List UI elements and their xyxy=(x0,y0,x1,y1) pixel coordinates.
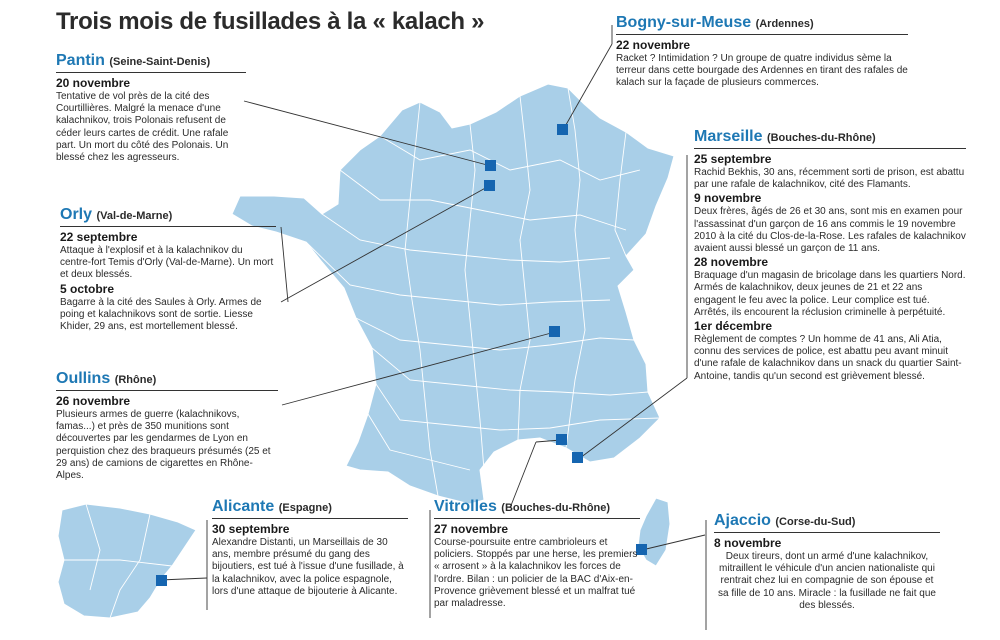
event-text: Attaque à l'explosif et à la kalachnikov du centre-fort Temis d'Orly (Val-de-Marne). Un mort et deux blessés. xyxy=(60,245,274,281)
city-name: Oullins xyxy=(56,370,111,387)
event-text: Rachid Bekhis, 30 ans, récemment sorti de prison, est abattu par une rafale de kalachnikov, cité des Flamants. xyxy=(694,167,965,191)
event-date: 26 novembre xyxy=(56,394,131,408)
event-header xyxy=(694,128,966,149)
event-orly xyxy=(60,206,276,333)
event-date: 25 septembre xyxy=(694,152,772,166)
event-header xyxy=(714,512,940,533)
event-date: 30 septembre xyxy=(212,522,290,536)
event-date: 9 novembre xyxy=(694,191,762,206)
event-date: 22 novembre xyxy=(616,38,691,52)
event-date: 27 novembre xyxy=(434,522,509,536)
event-text: Tentative de vol près de la cité des Courtillières. Malgré la menace d'une kalachnikov, trois Polonais refusent de céder leurs cartes de crédit. Une rafale part. Un mort du côté des Polonais. Un blessé chez les agresseurs. xyxy=(56,91,229,164)
event-date: 20 novembre xyxy=(56,76,131,90)
event-date: 22 septembre xyxy=(60,230,138,244)
event-alicante xyxy=(212,498,408,598)
corsica xyxy=(638,498,670,566)
marker-pantin xyxy=(485,160,496,171)
city-name: Orly xyxy=(60,206,93,223)
region-name: (Ardennes) xyxy=(755,18,814,30)
region-name: (Seine-Saint-Denis) xyxy=(109,56,211,68)
event-header xyxy=(56,370,278,391)
region-name: (Espagne) xyxy=(278,502,332,514)
marker-vitrolles xyxy=(556,434,567,445)
event-text: Bagarre à la cité des Saules à Orly. Armes de poing et kalachnikovs sont de sortie. Liesse Khider, 29 ans, est mortellement blessé. xyxy=(60,296,262,333)
event-date: 5 octobre xyxy=(60,281,115,296)
city-name: Marseille xyxy=(694,128,763,145)
event-header xyxy=(212,498,408,519)
event-date: 28 novembre xyxy=(694,255,769,270)
region-name: (Bouches-du-Rhône) xyxy=(501,502,611,514)
event-header xyxy=(60,206,276,227)
event-text: Règlement de comptes ? Un homme de 41 ans, Ali Atia, connu des services de police, est abattu peu avant minuit d'une rafale de kalachnikov dans un snack du quartier Saint-Antoine, tandis qu'un second est grièvement blessé. xyxy=(694,334,962,382)
marker-bogny xyxy=(557,124,568,135)
event-text: Course-poursuite entre cambrioleurs et policiers. Stoppés par une herse, les premiers « arrosent » à la kalachnikov les forces de l'ordre. Bilan : un policier de la BAC d'Aix-en-Provence grièvement blessé et un malfrat tué par maladresse. xyxy=(434,537,638,610)
marker-marseille xyxy=(572,452,583,463)
event-ajaccio xyxy=(714,512,940,612)
region-name: (Val-de-Marne) xyxy=(96,210,173,222)
event-marseille xyxy=(694,128,966,383)
city-name: Ajaccio xyxy=(714,512,771,529)
event-header xyxy=(56,52,246,73)
page-title: Trois mois de fusillades à la « kalach » xyxy=(56,8,485,35)
region-name: (Bouches-du-Rhône) xyxy=(766,132,876,144)
event-text: Deux frères, âgés de 26 et 30 ans, sont mis en examen pour l'assassinat d'un garçon de 16 ans commis le 19 novembre 2010 à la cité du Clos-de-la-Rose. Les rafales de kalachnikov avaient aussi blessé un garçon de 11 ans. xyxy=(694,206,966,255)
event-header xyxy=(616,14,908,35)
event-text: Braquage d'un magasin de bricolage dans les quartiers Nord. Armés de kalachnikov, deux jeunes de 21 et 22 ans engagent le feu avec la police. Leur complice est tué. Arrêtés, ils encourent la réclusion criminelle à perpétuité. xyxy=(694,270,966,318)
city-name: Pantin xyxy=(56,52,105,69)
event-date: 8 novembre xyxy=(714,536,782,550)
event-bogny xyxy=(616,14,908,90)
event-text: Plusieurs armes de guerre (kalachnikovs, famas...) et près de 350 munitions sont découvertes par les gendarmes de Lyon en perquistion chez des braqueurs présumés (25 et 29 ans) de camions de cigarettes en Rhône-Alpes. xyxy=(56,409,271,482)
event-pantin xyxy=(56,52,246,164)
event-text: Racket ? Intimidation ? Un groupe de quatre individus sème la terreur dans cette bourgade des Ardennes en tirant des rafales de kalach sur la façade de plusieurs commerces. xyxy=(616,53,908,89)
city-name: Alicante xyxy=(212,498,275,515)
marker-orly xyxy=(484,180,495,191)
event-date: 1er décembre xyxy=(694,319,773,334)
event-vitrolles xyxy=(434,498,640,610)
marker-alicante xyxy=(156,575,167,586)
marker-oullins xyxy=(549,326,560,337)
event-text: Deux tireurs, dont un armé d'une kalachnikov, mitraillent le véhicule d'un ancien nationaliste qui rentrait chez lui en compagnie de son épouse et sa fille de 10 ans. Miracle : la fusillade ne fait que des blessés. xyxy=(718,551,936,611)
region-name: (Corse-du-Sud) xyxy=(775,516,856,528)
city-name: Vitrolles xyxy=(434,498,497,515)
france-mainland xyxy=(232,84,674,504)
city-name: Bogny-sur-Meuse xyxy=(616,14,752,31)
event-oullins xyxy=(56,370,278,482)
region-name: (Rhône) xyxy=(114,374,157,386)
event-text: Alexandre Distanti, un Marseillais de 30 ans, membre présumé du gang des bijoutiers, est tué à l'issue d'une fusillade, à la kalachnikov, avec la police espagnole, lors d'une attaque de bijouterie à Alicante. xyxy=(212,537,404,597)
event-header xyxy=(434,498,640,519)
